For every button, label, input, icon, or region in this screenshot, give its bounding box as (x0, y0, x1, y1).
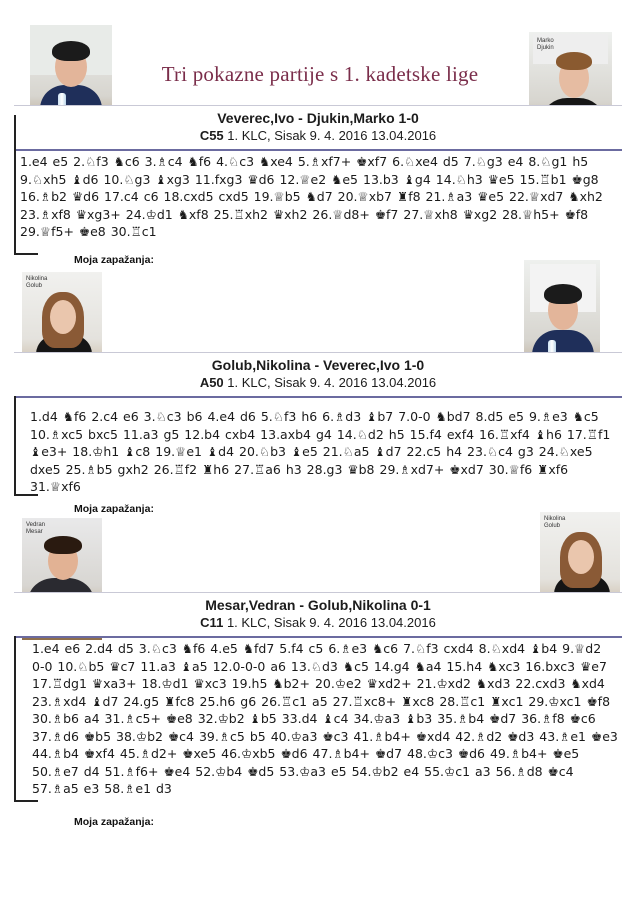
game-players: Mesar,Vedran - Golub,Nikolina 0-1 (205, 597, 431, 613)
notes-label: Moja zapažanja: (74, 816, 154, 828)
photo-caption-mesar: Vedran Mesar (26, 522, 46, 535)
game-players: Golub,Nikolina - Veverec,Ivo 1-0 (211, 357, 425, 373)
game-header (14, 592, 622, 638)
notes-label: Moja zapažanja: (74, 254, 154, 266)
notes-label: Moja zapažanja: (74, 503, 154, 515)
game-eco: C11 (200, 615, 224, 630)
game-moves: 1.e4 e6 2.d4 d5 3.♘c3 ♞f6 4.e5 ♞fd7 5.f4 c5 6.♗e3 ♞c6 7.♘f3 cxd4 8.♘xd4 ♝b4 9.♕d2 0-0 10.♘b5 ♛c7 11.a3 ♝a5 12.0-0-0 a6 13.♘d3 ♞c5 14.g4 ♞a4 15.h4 ♞xc3 16.bxc3 ♛e7 17.♖dg1 ♛xa3+ 18.♔d1 ♛xc3 19.h5 ♞b2+ 20.♔e2 ♛xd2+ 21.♔xd2 ♞xd3 22.cxd3 ♞xd4 23.♗xd4 ♝d7 24.g5 ♜fc8 25.h6 g6 26.♖c1 a5 27.♖xc8+ ♜xc8 28.♖c1 ♜xc1 29.♔xc1 ♚f8 30.♗b6 a4 31.♗c5+ ♚e8 32.♔b2 ♝b5 33.d4 ♝c4 34.♔a3 ♝b3 35.♗b4 ♚d7 36.♗f8 ♚c6 37.♗d6 ♚b5 38.♔b2 ♚c4 39.♗c5 b5 40.♔a3 ♚c3 41.♗b4+ ♚xd4 42.♗d2 ♚d3 43.♗e1 ♚e3 44.♗b4 ♚xf4 45.♗d2+ ♚xe5 46.♔xb5 ♚d6 47.♗b4+ ♚d7 48.♔c3 ♚d6 49.♗b4+ ♚e5 50.♗e7 d4 51.♗f6+ ♚e4 52.♔b4 ♚d5 53.♔a3 e5 54.♔b2 e4 55.♔c1 a3 56.♗d8 ♚c4 57.♗a5 e3 58.♗e1 d3 (32, 641, 618, 796)
game-moves: 1.e4 e5 2.♘f3 ♞c6 3.♗c4 ♞f6 4.♘c3 ♞xe4 5.♗xf7+ ♚xf7 6.♘xe4 d5 7.♘g3 e4 8.♘g1 h5 9.♘xh5 ♝d6 10.♘g3 ♝xg3 11.fxg3 ♛d6 12.♕e2 ♞e5 13.b3 ♝g4 14.♘h3 ♛e5 15.♖b1 ♚g8 16.♗b2 ♛d6 17.c4 c6 18.cxd5 cxd5 19.♕b5 ♞d7 20.♕xb7 ♜f8 21.♗a3 ♛e5 22.♕xd7 ♞xh2 23.♗xf8 ♛xg3+ 24.♔d1 ♞xf8 25.♖xh2 ♛xh2 26.♕d8+ ♚f7 27.♕xh8 ♛xg2 28.♕h5+ ♚f8 29.♕f5+ ♚e8 30.♖c1 (20, 154, 603, 239)
game-eco: C55 (199, 128, 224, 143)
game-1 (14, 105, 622, 265)
game-eco: A50 (199, 375, 224, 390)
moves-left-rule (14, 396, 16, 496)
photo-caption-djukin: Marko Djukin (537, 38, 554, 51)
moves-left-rule (14, 636, 16, 802)
game-2 (14, 352, 622, 500)
game-3 (14, 592, 622, 804)
game-event-line (14, 615, 622, 630)
photo-caption-golub: Nikolina Golub (26, 276, 48, 289)
game-event-line (14, 375, 622, 390)
moves-end-rule (14, 800, 38, 802)
game-header (14, 105, 622, 151)
photo-caption-golub-2: Nikolina Golub (544, 516, 566, 529)
game-event: 1. KLC, Sisak 9. 4. 2016 13.04.2016 (227, 375, 437, 390)
game-event: 1. KLC, Sisak 9. 4. 2016 13.04.2016 (227, 128, 437, 143)
game-header (14, 352, 622, 398)
game-event-line (14, 128, 622, 143)
game-players: Veverec,Ivo - Djukin,Marko 1-0 (217, 110, 419, 126)
moves-left-rule (14, 115, 16, 255)
moves-end-rule (14, 253, 38, 255)
moves-end-rule (14, 494, 38, 496)
game-event: 1. KLC, Sisak 9. 4. 2016 13.04.2016 (226, 615, 436, 630)
game-moves: 1.d4 ♞f6 2.c4 e6 3.♘c3 b6 4.e4 d6 5.♘f3 h6 6.♗d3 ♝b7 7.0-0 ♞bd7 8.d5 e5 9.♗e3 ♞c5 10.♗xc5 bxc5 11.a3 g5 12.b4 cxb4 13.axb4 g4 14.♘d2 h5 15.f4 exf4 16.♖xf4 ♝h6 17.♖f1 ♝e3+ 18.♔h1 ♝c8 19.♕e1 ♝d4 20.♘b3 ♝e5 21.♘a5 ♝d7 22.c5 h4 23.♘c4 g3 24.♘xe5 dxe5 25.♗b5 gxh2 26.♖f2 ♜h6 27.♖a6 h3 28.g3 ♛b8 29.♗xd7+ ♚xd7 30.♕f6 ♜xf6 31.♕xf6 (30, 409, 611, 494)
page-title: Tri pokazne partije s 1. kadetske lige (161, 62, 479, 86)
